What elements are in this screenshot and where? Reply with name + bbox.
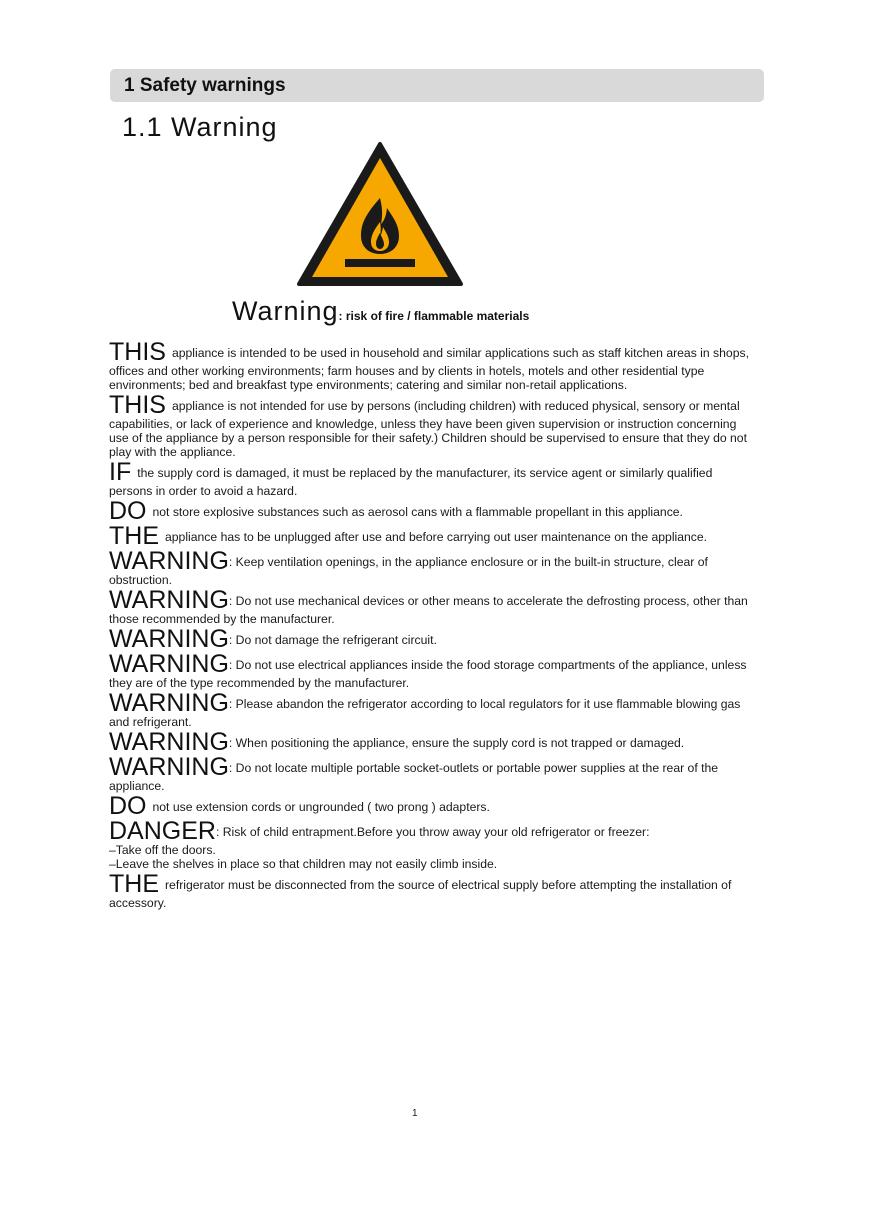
paragraph-lead: WARNING <box>109 753 229 781</box>
danger-step: –Leave the shelves in place so that children may not easily climb inside. <box>109 857 498 871</box>
paragraph-unplug <box>109 524 749 548</box>
paragraph-text: : Risk of child entrapment.Before you throw away your old refrigerator or freezer: <box>215 825 650 839</box>
paragraph-text: the supply cord is damaged, it must be replaced by the manufacturer, its service agent or similarly qualified persons in order to avoid a hazard. <box>109 466 713 498</box>
paragraph-text: refrigerator must be disconnected from the source of electrical supply before attempting the installation of accessory. <box>109 878 732 910</box>
paragraph-lead: IF <box>109 458 132 486</box>
warning-supply-cord-position <box>109 730 749 754</box>
paragraph-lead: DO <box>109 497 147 525</box>
section-header-bar <box>110 69 764 102</box>
warning-defrosting <box>109 588 749 626</box>
paragraph-lead: WARNING <box>109 547 229 575</box>
paragraph-reduced-capabilities <box>109 393 749 459</box>
paragraph-lead: DO <box>109 792 147 820</box>
paragraph-text: : Keep ventilation openings, in the appliance enclosure or in the built-in structure, clear of obstruction. <box>109 555 708 587</box>
warning-disposal <box>109 691 749 729</box>
paragraph-lead: THE <box>109 522 159 550</box>
paragraph-lead: WARNING <box>109 728 229 756</box>
paragraph-text: : When positioning the appliance, ensure the supply cord is not trapped or damaged. <box>228 736 685 750</box>
paragraph-lead: THIS <box>109 338 166 366</box>
subsection-title: 1.1 Warning <box>122 112 278 142</box>
danger-child-entrapment <box>109 819 749 871</box>
paragraph-text: : Do not damage the refrigerant circuit. <box>228 633 437 647</box>
warning-caption-subtext: : risk of fire / flammable materials <box>338 309 530 323</box>
paragraph-intended-use <box>109 340 749 392</box>
paragraph-lead: WARNING <box>109 625 229 653</box>
paragraph-text: appliance is intended to be used in household and similar applications such as staff kitchen areas in shops, offices and other working environments; farm houses and by clients in hotels, motels and other residential type environments; bed and breakfast type environments; catering and similar non-retail applications. <box>109 346 749 392</box>
paragraph-text: : Do not use mechanical devices or other means to accelerate the defrosting process, other than those recommended by the manufacturer. <box>109 594 748 626</box>
flammable-warning-icon <box>295 140 465 290</box>
paragraph-lead: WARNING <box>109 586 229 614</box>
paragraph-text: appliance is not intended for use by persons (including children) with reduced physical, sensory or mental capabilities, or lack of experience and knowledge, unless they have been given supervision or instruction concerning use of the appliance by a person responsible for their safety.) Children should be supervised to ensure that they do not play with the appliance. <box>109 399 747 459</box>
paragraph-text: : Do not locate multiple portable socket-outlets or portable power supplies at the rear of the appliance. <box>109 761 719 793</box>
paragraph-lead: DANGER <box>109 817 216 845</box>
paragraph-text: appliance has to be unplugged after use and before carrying out user maintenance on the appliance. <box>165 530 708 544</box>
warning-caption <box>232 296 529 327</box>
paragraph-explosives <box>109 499 749 523</box>
paragraph-text: not store explosive substances such as aerosol cans with a flammable propellant in this appliance. <box>152 505 683 519</box>
paragraph-text: : Please abandon the refrigerator according to local regulators for it use flammable blowing gas and refrigerant. <box>109 697 741 729</box>
section-title: 1 Safety warnings <box>124 75 286 96</box>
paragraph-text: not use extension cords or ungrounded ( two prong ) adapters. <box>152 800 490 814</box>
paragraph-lead: THE <box>109 870 159 898</box>
paragraph-lead: THIS <box>109 391 166 419</box>
paragraph-supply-cord <box>109 460 749 498</box>
warning-refrigerant-circuit <box>109 627 749 651</box>
warning-electrical-appliances <box>109 652 749 690</box>
warning-socket-outlets <box>109 755 749 793</box>
danger-step: –Take off the doors. <box>109 843 216 857</box>
paragraph-extension-cords <box>109 794 749 818</box>
safety-body <box>109 340 749 911</box>
warning-caption-heading: Warning <box>232 296 339 326</box>
paragraph-accessory-installation <box>109 872 749 910</box>
paragraph-text: : Do not use electrical appliances inside the food storage compartments of the appliance, unless they are of the type recommended by the manufacturer. <box>109 658 747 690</box>
warning-ventilation <box>109 549 749 587</box>
page-number: 1 <box>412 1108 418 1119</box>
paragraph-lead: WARNING <box>109 650 229 678</box>
paragraph-lead: WARNING <box>109 689 229 717</box>
